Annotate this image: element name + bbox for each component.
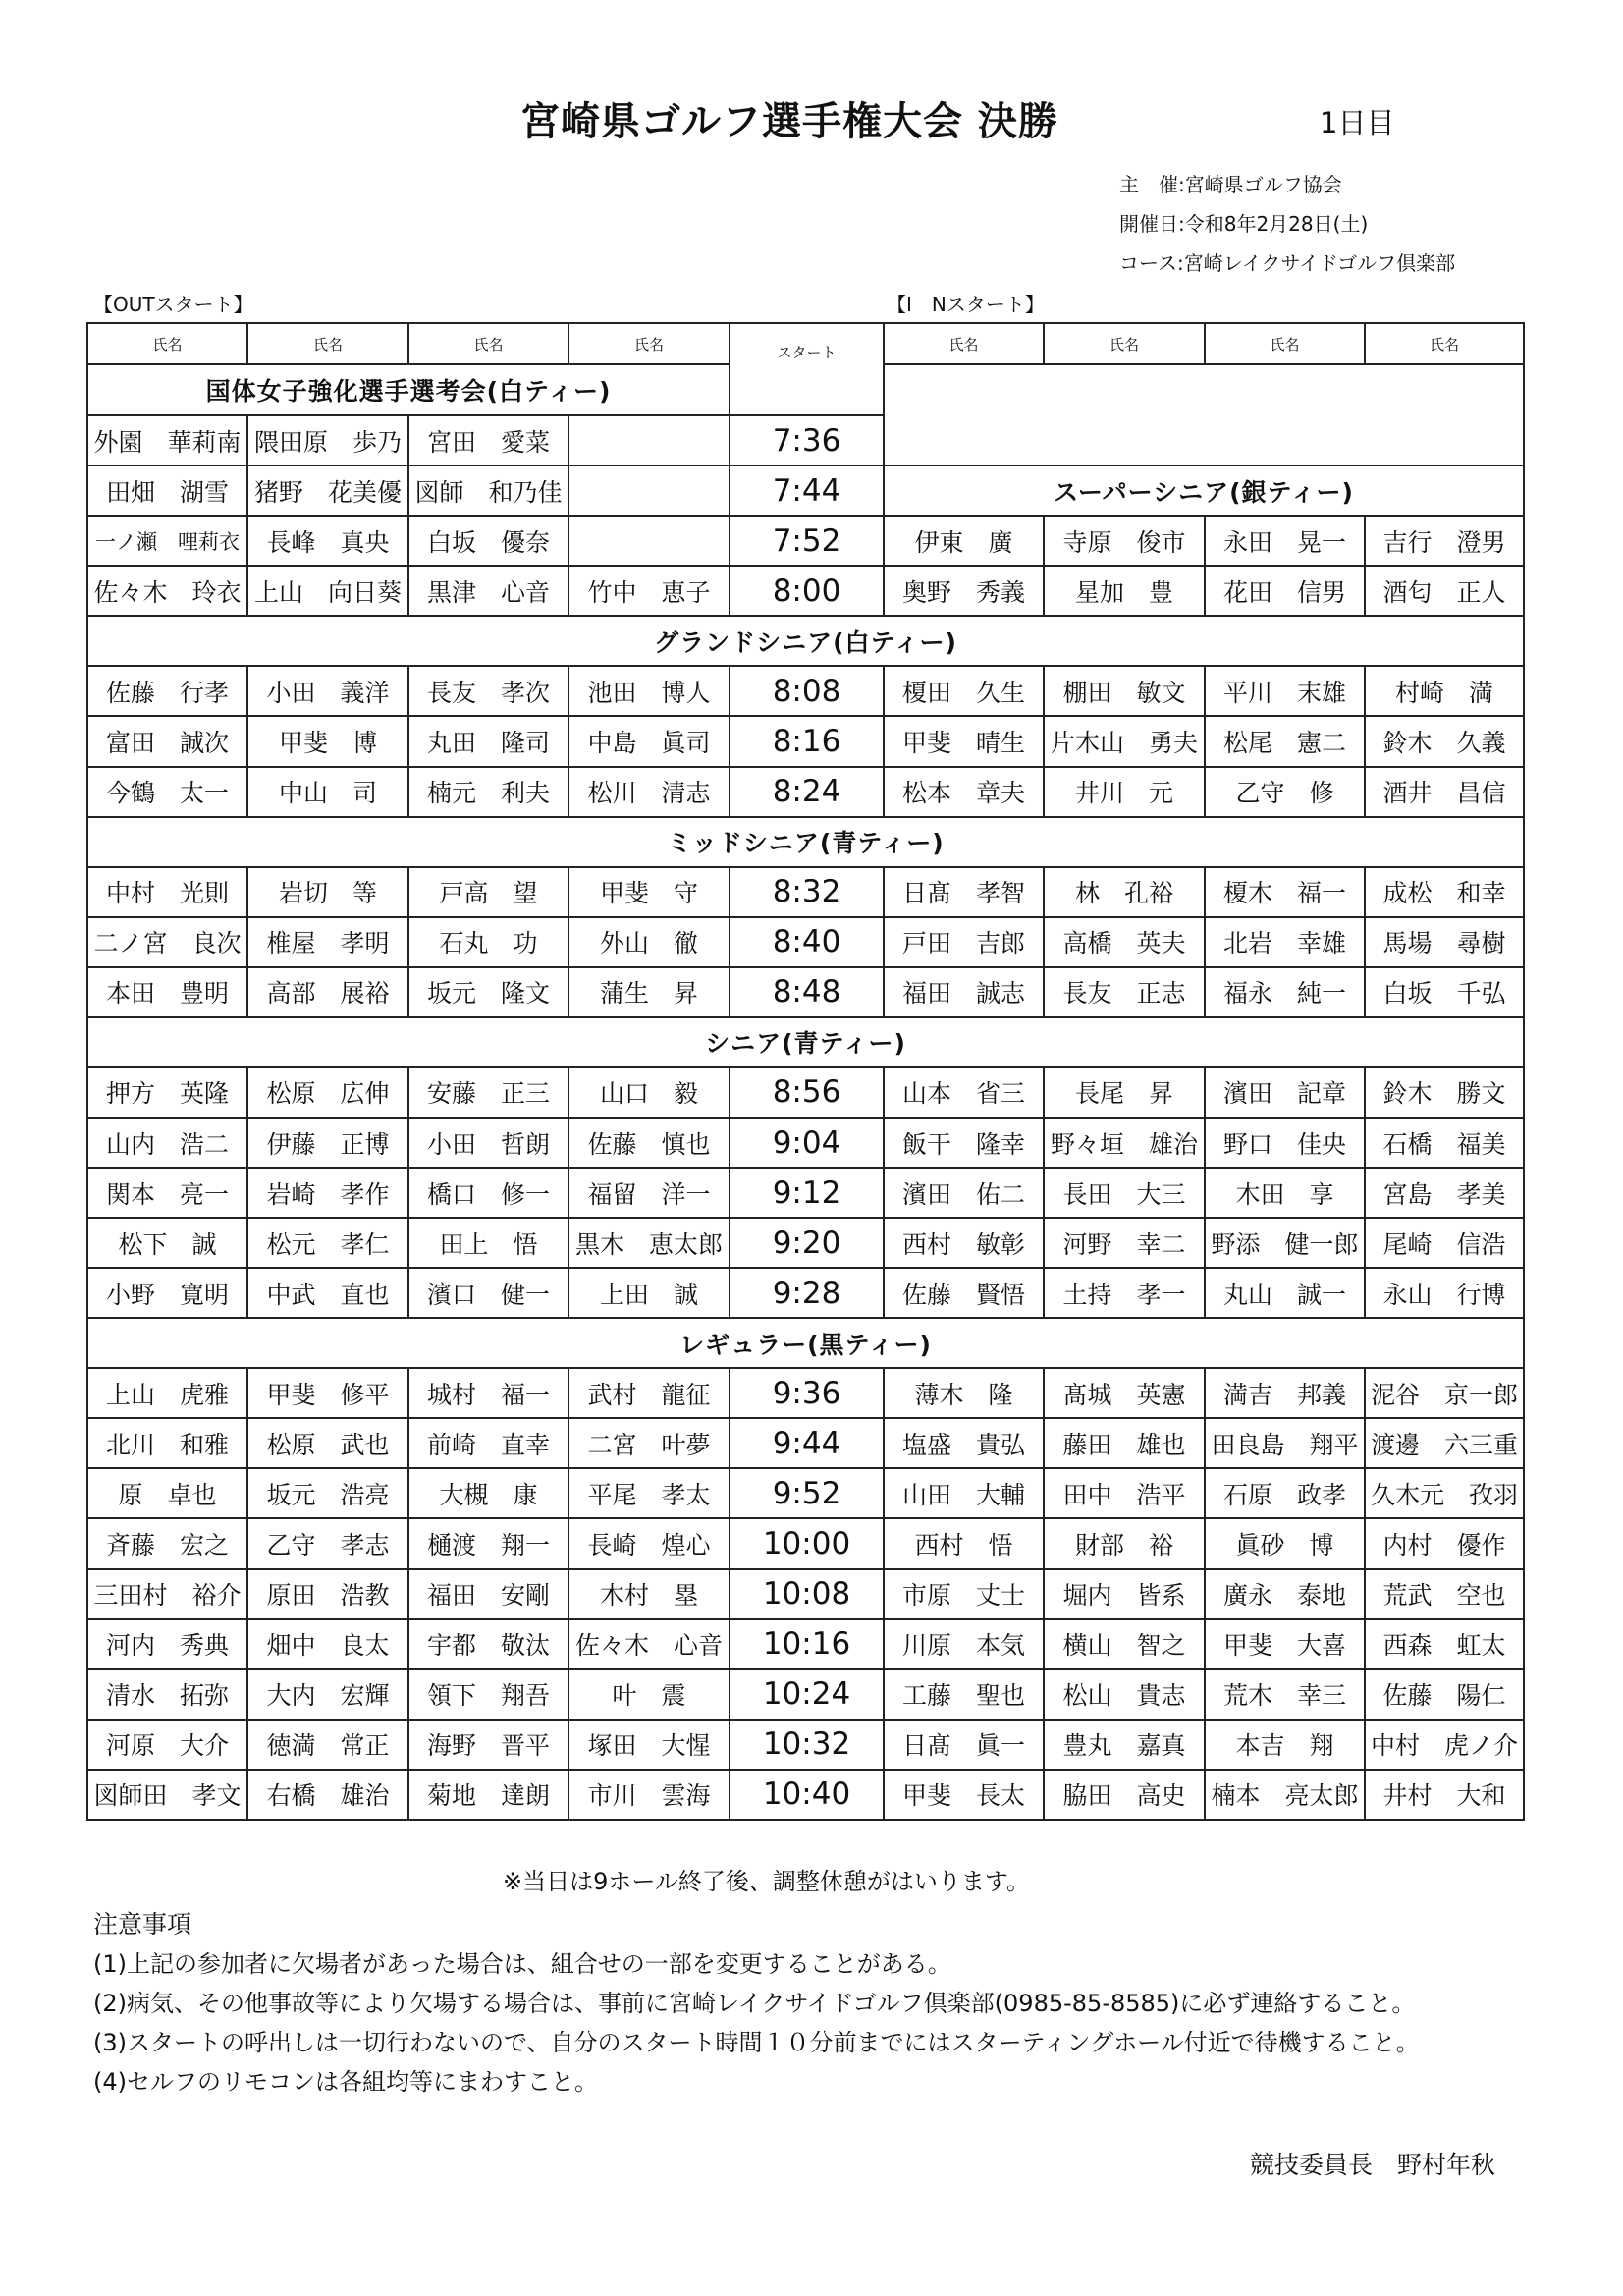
date-text: 開催日:令和8年2月28日(土) [1119,212,1369,236]
player-name: 甲斐 大喜 [1205,1619,1365,1669]
note-item: (4)セルフのリモコンは各組均等にまわすこと。 [93,2068,598,2096]
start-time: 7:36 [730,415,884,465]
note-item: (1)上記の参加者に欠場者があった場合は、組合せの一部を変更することがある。 [93,1950,951,1978]
start-time: 8:00 [730,566,884,616]
player-name: 内村 優作 [1365,1518,1524,1568]
start-time: 9:12 [730,1168,884,1218]
player-name: 松本 章夫 [884,767,1044,817]
player-name: 西村 悟 [884,1518,1044,1568]
table-row [87,1318,1524,1368]
player-name: 図師田 孝文 [87,1770,247,1820]
start-time: 10:08 [730,1569,884,1619]
notes-title: 注意事項 [93,1910,192,1939]
start-time: 8:48 [730,967,884,1017]
player-name: 濱口 健一 [408,1268,568,1318]
table-row [87,716,1524,766]
player-name: 永田 晃一 [1205,516,1365,566]
player-name: 田畑 湖雪 [87,465,247,516]
table-row [87,666,1524,716]
player-name: 飯干 隆幸 [884,1118,1044,1168]
table-row [87,767,1524,817]
player-name: 横山 智之 [1044,1619,1205,1669]
player-name: 坂元 浩亮 [247,1468,408,1518]
start-time: 8:08 [730,666,884,716]
player-name: 山口 毅 [568,1067,730,1118]
player-name: 片木山 勇夫 [1044,716,1205,766]
player-name: 棚田 敏文 [1044,666,1205,716]
player-name: 久木元 孜羽 [1365,1468,1524,1518]
start-time: 9:44 [730,1418,884,1468]
player-name: 今鶴 太一 [87,767,247,817]
player-name: 安藤 正三 [408,1067,568,1118]
player-name: 村崎 満 [1365,666,1524,716]
player-name: 右橋 雄治 [247,1770,408,1820]
player-name: 長峰 真央 [247,516,408,566]
name-column-header: 氏名 [1365,323,1524,364]
start-time: 10:40 [730,1770,884,1820]
table-row [87,917,1524,967]
player-name: 上田 誠 [568,1268,730,1318]
player-name: 叶 震 [568,1669,730,1720]
player-name: 山本 省三 [884,1067,1044,1118]
player-name: 土持 孝一 [1044,1268,1205,1318]
player-name: 城村 福一 [408,1368,568,1418]
player-name: 奥野 秀義 [884,566,1044,616]
player-name: 田中 浩平 [1044,1468,1205,1518]
player-name: 濱田 佑二 [884,1168,1044,1218]
player-name: 黒津 心音 [408,566,568,616]
player-name: 二宮 叶夢 [568,1418,730,1468]
player-name: 原田 浩教 [247,1569,408,1619]
player-name: 白坂 千弘 [1365,967,1524,1017]
signature: 競技委員長 野村年秋 [1250,2151,1496,2179]
player-name: 高部 展裕 [247,967,408,1017]
category-header-senior: シニア(青ティー) [87,1017,1524,1067]
start-time: 10:00 [730,1518,884,1568]
player-name: 中山 司 [247,767,408,817]
table-row [87,1168,1524,1218]
start-time: 8:32 [730,867,884,917]
player-name: 大内 宏輝 [247,1669,408,1720]
name-column-header: 氏名 [884,323,1044,364]
player-name: 外山 徹 [568,917,730,967]
player-name: 宇都 敬汰 [408,1619,568,1669]
category-header-grand-senior: グランドシニア(白ティー) [87,616,1524,666]
player-name: 橋口 修一 [408,1168,568,1218]
player-name: 甲斐 博 [247,716,408,766]
player-name: 松原 広伸 [247,1067,408,1118]
player-name: 松原 武也 [247,1418,408,1468]
table-row [87,1720,1524,1770]
player-name: 田上 悟 [408,1218,568,1268]
player-name: 市川 雲海 [568,1770,730,1820]
player-name: 石原 政孝 [1205,1468,1365,1518]
start-time: 10:16 [730,1619,884,1669]
table-row [87,566,1524,616]
table-row [87,1368,1524,1418]
schedule-table [86,322,1525,1821]
player-name: 馬場 尋樹 [1365,917,1524,967]
name-column-header: 氏名 [1044,323,1205,364]
start-time: 7:52 [730,516,884,566]
player-name: 押方 英隆 [87,1067,247,1118]
table-row [87,1418,1524,1468]
player-name: 尾崎 信浩 [1365,1218,1524,1268]
player-name: 宮島 孝美 [1365,1168,1524,1218]
player-name: 長田 大三 [1044,1168,1205,1218]
player-name: 河野 幸二 [1044,1218,1205,1268]
player-name: 三田村 裕介 [87,1569,247,1619]
player-name: 丸山 誠一 [1205,1268,1365,1318]
player-name: 塚田 大惺 [568,1720,730,1770]
player-name: 佐々木 玲衣 [87,566,247,616]
player-name: 林 孔裕 [1044,867,1205,917]
table-row [87,1619,1524,1669]
player-name: 木田 享 [1205,1168,1365,1218]
player-name: 吉行 澄男 [1365,516,1524,566]
player-name: 福田 誠志 [884,967,1044,1017]
player-name: 井川 元 [1044,767,1205,817]
table-row [87,323,1524,364]
player-name: 竹中 恵子 [568,566,730,616]
note-item: (3)スタートの呼出しは一切行わないので、自分のスタート時間１０分前までにはスターティングホール付近で待機すること。 [93,2029,1420,2056]
player-name: 北川 和雅 [87,1418,247,1468]
player-name: 黒木 恵太郎 [568,1218,730,1268]
table-row [87,616,1524,666]
table-row [87,1669,1524,1720]
player-name: 木村 塁 [568,1569,730,1619]
player-name: 富田 誠次 [87,716,247,766]
in-blank-area [884,364,1524,465]
player-name: 上山 虎雅 [87,1368,247,1418]
player-name: 伊東 廣 [884,516,1044,566]
player-name: 清水 拓弥 [87,1669,247,1720]
player-name: 甲斐 修平 [247,1368,408,1418]
table-row [87,1569,1524,1619]
table-row [87,1268,1524,1318]
player-name: 乙守 孝志 [247,1518,408,1568]
player-name: 泥谷 京一郎 [1365,1368,1524,1418]
category-header-super-senior: スーパーシニア(銀ティー) [884,465,1524,516]
player-name: 一ノ瀬 哩莉衣 [87,516,247,566]
table-row [87,465,1524,516]
player-name: 日髙 眞一 [884,1720,1044,1770]
player-name: 岩崎 孝作 [247,1168,408,1218]
table-row [87,1017,1524,1067]
player-name: 西森 虹太 [1365,1619,1524,1669]
table-row [87,967,1524,1017]
player-name: 中武 直也 [247,1268,408,1318]
player-name: 石丸 功 [408,917,568,967]
player-name: 山内 浩二 [87,1118,247,1168]
start-time: 9:20 [730,1218,884,1268]
player-name: 中村 光則 [87,867,247,917]
start-time: 8:40 [730,917,884,967]
player-name: 関本 亮一 [87,1168,247,1218]
player-name: 松元 孝仁 [247,1218,408,1268]
start-time: 8:16 [730,716,884,766]
player-name: 長崎 煌心 [568,1518,730,1568]
player-name [568,465,730,516]
player-name: 隈田原 歩乃 [247,415,408,465]
table-row [87,1118,1524,1168]
player-name: 本田 豊明 [87,967,247,1017]
player-name: 酒匂 正人 [1365,566,1524,616]
player-name: 松川 清志 [568,767,730,817]
player-name: 中村 虎ノ介 [1365,1720,1524,1770]
player-name: 成松 和幸 [1365,867,1524,917]
player-name: 戸田 吉郎 [884,917,1044,967]
table-row [87,817,1524,867]
player-name: 上山 向日葵 [247,566,408,616]
player-name: 平尾 孝太 [568,1468,730,1518]
out-start-label: 【OUTスタート】 [93,293,253,316]
player-name [568,516,730,566]
player-name: 蒲生 昇 [568,967,730,1017]
start-time: 10:24 [730,1669,884,1720]
start-time: 9:28 [730,1268,884,1318]
start-time: 10:32 [730,1720,884,1770]
player-name: 廣永 泰地 [1205,1569,1365,1619]
player-name: 田良島 翔平 [1205,1418,1365,1468]
player-name: 荒木 幸三 [1205,1669,1365,1720]
player-name: 丸田 隆司 [408,716,568,766]
player-name: 榎木 福一 [1205,867,1365,917]
player-name: 藤田 雄也 [1044,1418,1205,1468]
player-name: 松山 貴志 [1044,1669,1205,1720]
player-name: 二ノ宮 良次 [87,917,247,967]
break-note: ※当日は9ホール終了後、調整休憩がはいります。 [503,1868,1030,1895]
player-name: 本吉 翔 [1205,1720,1365,1770]
player-name: 河原 大介 [87,1720,247,1770]
player-name: 佐藤 賢悟 [884,1268,1044,1318]
player-name: 豊丸 嘉真 [1044,1720,1205,1770]
player-name: 楠元 利夫 [408,767,568,817]
player-name: 原 卓也 [87,1468,247,1518]
player-name: 荒武 空也 [1365,1569,1524,1619]
player-name: 池田 博人 [568,666,730,716]
table-row [87,516,1524,566]
player-name: 長友 正志 [1044,967,1205,1017]
player-name: 猪野 花美優 [247,465,408,516]
table-row [87,867,1524,917]
table-row [87,1468,1524,1518]
player-name: 前崎 直幸 [408,1418,568,1468]
player-name: 髙城 英憲 [1044,1368,1205,1418]
table-row [87,1218,1524,1268]
player-name: 松下 誠 [87,1218,247,1268]
player-name: 椎屋 孝明 [247,917,408,967]
start-time: 9:36 [730,1368,884,1418]
player-name: 市原 丈士 [884,1569,1044,1619]
player-name: 佐藤 陽仁 [1365,1669,1524,1720]
player-name: 斉藤 宏之 [87,1518,247,1568]
player-name: 寺原 俊市 [1044,516,1205,566]
player-name: 甲斐 晴生 [884,716,1044,766]
player-name: 長尾 昇 [1044,1067,1205,1118]
player-name: 樋渡 翔一 [408,1518,568,1568]
player-name: 濱田 記章 [1205,1067,1365,1118]
name-column-header: 氏名 [1205,323,1365,364]
in-start-label: 【I Nスタート】 [887,293,1045,316]
note-item: (2)病気、その他事故等により欠場する場合は、事前に宮崎レイクサイドゴルフ倶楽部(0985-85-8585)に必ず連絡すること。 [93,1990,1416,2017]
player-name: 甲斐 守 [568,867,730,917]
player-name: 榎田 久生 [884,666,1044,716]
player-name: 岩切 等 [247,867,408,917]
start-time: 9:04 [730,1118,884,1168]
player-name: 大槻 康 [408,1468,568,1518]
player-name: 畑中 良太 [247,1619,408,1669]
player-name: 福留 洋一 [568,1168,730,1218]
player-name: 坂元 隆文 [408,967,568,1017]
player-name: 野口 佳央 [1205,1118,1365,1168]
course-text: コース:宮崎レイクサイドゴルフ倶楽部 [1119,251,1456,275]
player-name: 野々垣 雄治 [1044,1118,1205,1168]
name-column-header: 氏名 [247,323,408,364]
player-name: 小田 義洋 [247,666,408,716]
category-header-regular: レギュラー(黒ティー) [87,1318,1524,1368]
player-name: 日髙 孝智 [884,867,1044,917]
player-name: 高橋 英夫 [1044,917,1205,967]
player-name: 領下 翔吾 [408,1669,568,1720]
player-name: 福永 純一 [1205,967,1365,1017]
player-name: 武村 龍征 [568,1368,730,1418]
player-name: 図師 和乃佳 [408,465,568,516]
player-name: 伊藤 正博 [247,1118,408,1168]
player-name: 山田 大輔 [884,1468,1044,1518]
player-name: 甲斐 長太 [884,1770,1044,1820]
page-title: 宮崎県ゴルフ選手権大会 決勝 [520,99,1058,144]
player-name: 井村 大和 [1365,1770,1524,1820]
start-time: 9:52 [730,1468,884,1518]
start-column-header: スタート [730,323,884,415]
player-name: 徳満 常正 [247,1720,408,1770]
player-name: 堀内 皆系 [1044,1569,1205,1619]
player-name: 小田 哲朗 [408,1118,568,1168]
player-name: 外園 華莉南 [87,415,247,465]
player-name: 乙守 修 [1205,767,1365,817]
player-name: 鈴木 勝文 [1365,1067,1524,1118]
player-name: 脇田 高史 [1044,1770,1205,1820]
player-name: 川原 本気 [884,1619,1044,1669]
player-name: 楠本 亮太郎 [1205,1770,1365,1820]
player-name: 佐々木 心音 [568,1619,730,1669]
player-name: 福田 安剛 [408,1569,568,1619]
player-name: 薄木 隆 [884,1368,1044,1418]
player-name: 佐藤 行孝 [87,666,247,716]
name-column-header: 氏名 [568,323,730,364]
start-time: 8:56 [730,1067,884,1118]
player-name: 西村 敏彰 [884,1218,1044,1268]
category-header-women: 国体女子強化選手選考会(白ティー) [87,364,730,415]
player-name: 海野 晋平 [408,1720,568,1770]
category-header-mid-senior: ミッドシニア(青ティー) [87,817,1524,867]
player-name: 平川 末雄 [1205,666,1365,716]
player-name: 工藤 聖也 [884,1669,1044,1720]
player-name: 白坂 優奈 [408,516,568,566]
player-name: 小野 寛明 [87,1268,247,1318]
player-name: 長友 孝次 [408,666,568,716]
table-row [87,1518,1524,1568]
player-name: 松尾 憲二 [1205,716,1365,766]
player-name: 花田 信男 [1205,566,1365,616]
player-name: 眞砂 博 [1205,1518,1365,1568]
name-column-header: 氏名 [87,323,247,364]
player-name: 塩盛 貴弘 [884,1418,1044,1468]
player-name: 渡邊 六三重 [1365,1418,1524,1468]
player-name: 石橋 福美 [1365,1118,1524,1168]
start-time: 8:24 [730,767,884,817]
name-column-header: 氏名 [408,323,568,364]
organizer-text: 主 催:宮崎県ゴルフ協会 [1119,173,1342,196]
player-name: 満吉 邦義 [1205,1368,1365,1418]
player-name: 酒井 昌信 [1365,767,1524,817]
player-name: 中島 眞司 [568,716,730,766]
player-name [568,415,730,465]
player-name: 戸高 望 [408,867,568,917]
start-time: 7:44 [730,465,884,516]
player-name: 北岩 幸雄 [1205,917,1365,967]
player-name: 鈴木 久義 [1365,716,1524,766]
table-row [87,1067,1524,1118]
player-name: 永山 行博 [1365,1268,1524,1318]
player-name: 佐藤 慎也 [568,1118,730,1168]
player-name: 宮田 愛菜 [408,415,568,465]
player-name: 河内 秀典 [87,1619,247,1669]
table-row [87,1770,1524,1820]
player-name: 菊地 達朗 [408,1770,568,1820]
player-name: 星加 豊 [1044,566,1205,616]
player-name: 野添 健一郎 [1205,1218,1365,1268]
player-name: 財部 裕 [1044,1518,1205,1568]
day-label: 1日目 [1320,106,1395,139]
